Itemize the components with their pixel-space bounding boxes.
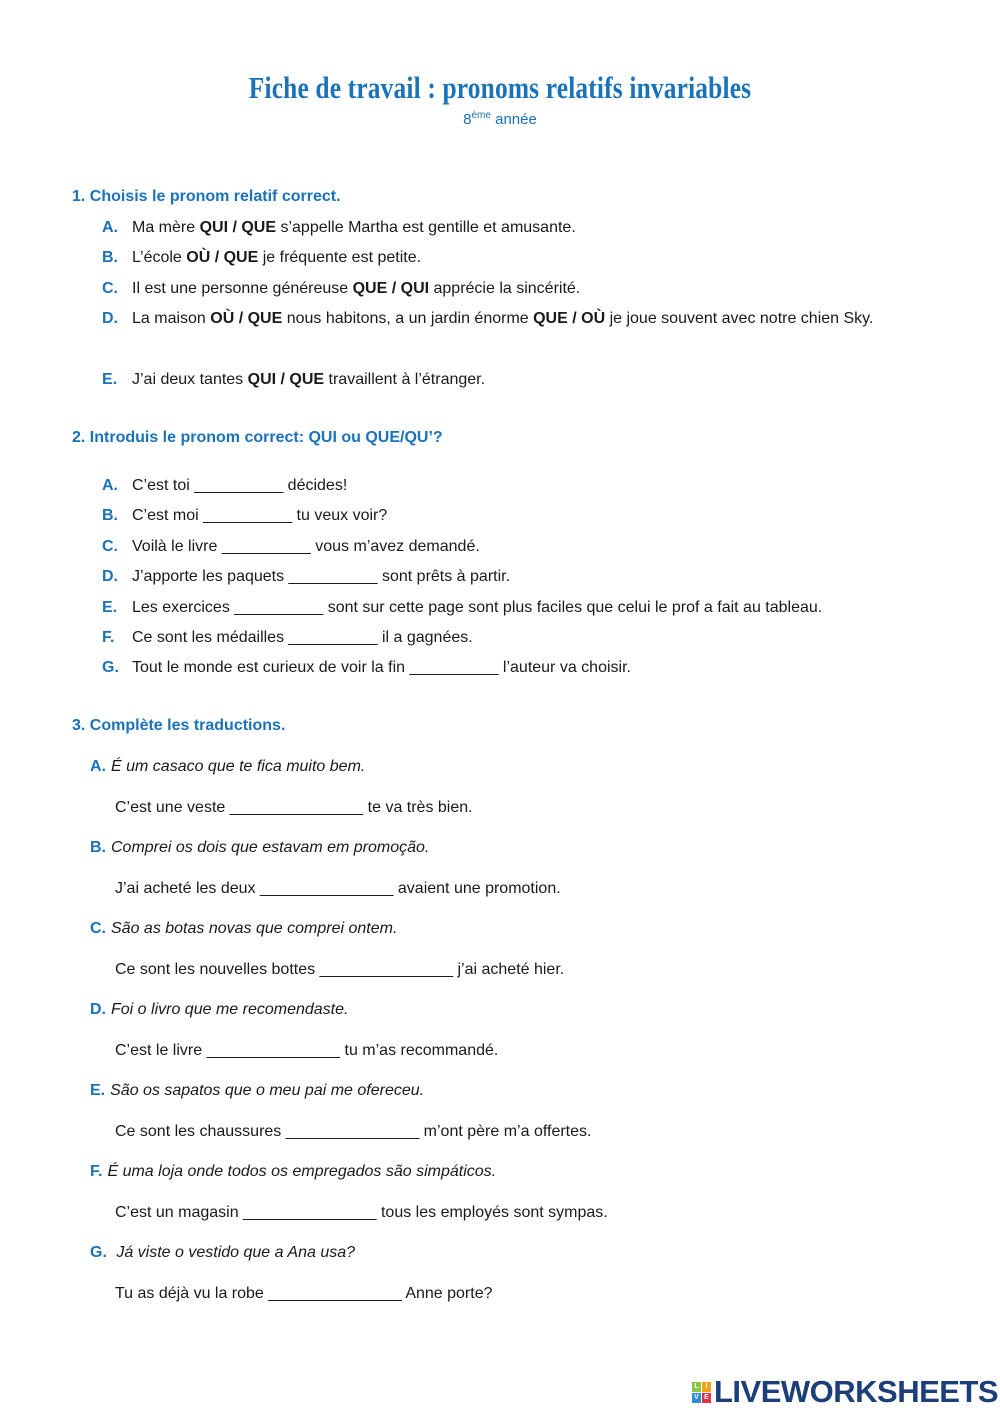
french-answer-line: C’est une veste _______________ te va très bien. [115, 799, 473, 816]
portuguese-sentence: Já viste o vestido que a Ana usa? [111, 1244, 356, 1261]
item-text: C’est moi __________ tu veux voir? [132, 507, 388, 525]
item-label: A. [102, 219, 118, 236]
exercise-item [102, 471, 922, 502]
item-label: E. [102, 598, 118, 616]
section1-heading: 1. Choisis le pronom relatif correct. [72, 188, 341, 205]
translation-prompt [90, 1163, 496, 1181]
item-label: G. [102, 659, 119, 677]
exercise-item [102, 532, 922, 563]
text-segment: L’école [132, 249, 187, 266]
item-label: B. [102, 507, 118, 525]
french-answer-line: C’est un magasin _______________ tous les employés sont sympas. [115, 1204, 608, 1221]
french-answer-line: Tu as déjà vu la robe _______________ Anne porte? [115, 1285, 493, 1302]
item-text: Les exercices __________ sont sur cette page sont plus faciles que celui le prof a fait au tableau. [132, 598, 823, 616]
pronoun-choice: OÙ / QUE [210, 310, 283, 327]
item-label: B. [90, 839, 106, 856]
item-label: E. [102, 371, 118, 388]
item-label: G. [90, 1244, 107, 1261]
item-text: Tout le monde est curieux de voir la fin __________ l’auteur va choisir. [132, 659, 631, 677]
item-text [132, 243, 922, 274]
portuguese-sentence: São as botas novas que comprei ontem. [111, 920, 398, 937]
section3-heading: 3. Complète les traductions. [72, 717, 286, 734]
item-label: A. [102, 477, 118, 494]
pronoun-choice: QUE / OÙ [533, 310, 606, 327]
page-title: Fiche de travail : pronoms relatifs invariables [248, 70, 752, 105]
french-answer-line: Ce sont les chaussures _______________ m’ont père m’a offertes. [115, 1123, 592, 1140]
item-label: B. [102, 249, 118, 266]
item-label: C. [102, 537, 118, 555]
exercise-item [102, 243, 922, 274]
portuguese-sentence: São os sapatos que o meu pai me ofereceu. [110, 1082, 425, 1099]
translation-prompt [90, 758, 365, 776]
logo-tile: I [702, 1382, 711, 1392]
item-label: F. [90, 1163, 103, 1180]
item-label: E. [90, 1082, 106, 1099]
pronoun-choice: QUI / QUE [199, 219, 277, 236]
liveworksheets-logo [692, 1374, 998, 1410]
french-answer-line: Ce sont les nouvelles bottes _______________ j’ai acheté hier. [115, 961, 565, 978]
translation-prompt [90, 839, 429, 857]
text-segment: s’appelle Martha est gentille et amusante. [276, 219, 576, 236]
portuguese-sentence: É um casaco que te fica muito bem. [111, 758, 366, 775]
exercise-item [102, 562, 922, 593]
item-label: C. [102, 280, 118, 297]
grade-suffix: ème [471, 110, 491, 121]
logo-tile: E [702, 1393, 711, 1403]
text-segment: J’ai deux tantes [132, 371, 248, 388]
logo-tile: V [692, 1393, 701, 1403]
item-text [132, 274, 922, 305]
text-segment: Ma mère [132, 219, 200, 236]
exercise-item [102, 653, 922, 684]
logo-tiles-icon [692, 1382, 711, 1403]
item-label: A. [90, 758, 106, 775]
translation-prompt [90, 1082, 424, 1100]
logo-tile: L [692, 1382, 701, 1392]
text-segment: La maison [132, 310, 211, 327]
exercise-item [102, 593, 922, 624]
exercise-item [102, 213, 922, 244]
item-text: C’est toi __________ décides! [132, 477, 348, 494]
item-text [132, 304, 922, 335]
pronoun-choice: OÙ / QUE [186, 249, 259, 266]
pronoun-choice: QUI / QUE [247, 371, 325, 388]
item-text [132, 365, 922, 396]
french-answer-line: J’ai acheté les deux _______________ avaient une promotion. [115, 880, 561, 897]
text-segment: Il est une personne généreuse [132, 280, 353, 297]
french-answer-line: C’est le livre _______________ tu m’as recommandé. [115, 1042, 499, 1059]
text-segment: nous habitons, a un jardin énorme [282, 310, 534, 327]
exercise-item [102, 274, 922, 305]
portuguese-sentence: Comprei os dois que estavam em promoção. [111, 839, 430, 856]
translation-prompt [90, 1244, 355, 1262]
text-segment: je fréquente est petite. [258, 249, 422, 266]
portuguese-sentence: É uma loja onde todos os empregados são simpáticos. [107, 1163, 497, 1180]
section2-heading: 2. Introduis le pronom correct: QUI ou QUE/QU’? [72, 429, 443, 446]
exercise-item [102, 623, 922, 654]
text-segment: apprécie la sincérité. [429, 280, 581, 297]
item-label: D. [90, 1001, 106, 1018]
item-label: D. [102, 568, 118, 586]
translation-prompt [90, 1001, 348, 1019]
item-text [132, 213, 922, 244]
text-segment: je joue souvent avec notre chien Sky. [605, 310, 874, 327]
exercise-item [102, 501, 922, 532]
exercise-item [102, 304, 922, 335]
translation-prompt [90, 920, 397, 938]
item-text: Ce sont les médailles __________ il a gagnées. [132, 629, 473, 646]
item-label: F. [102, 629, 115, 646]
text-segment: travaillent à l’étranger. [324, 371, 486, 388]
grade-text: année [490, 111, 537, 128]
pronoun-choice: QUE / QUI [352, 280, 430, 297]
grade-subtitle [0, 110, 1000, 128]
exercise-item [102, 365, 922, 396]
item-text: Voilà le livre __________ vous m’avez demandé. [132, 537, 480, 555]
logo-text: LIVEWORKSHEETS [714, 1374, 999, 1409]
item-label: C. [90, 920, 106, 937]
portuguese-sentence: Foi o livro que me recomendaste. [111, 1001, 349, 1018]
item-text: J’apporte les paquets __________ sont prêts à partir. [132, 568, 511, 586]
grade-number: 8 [463, 111, 472, 128]
item-label: D. [102, 310, 118, 327]
